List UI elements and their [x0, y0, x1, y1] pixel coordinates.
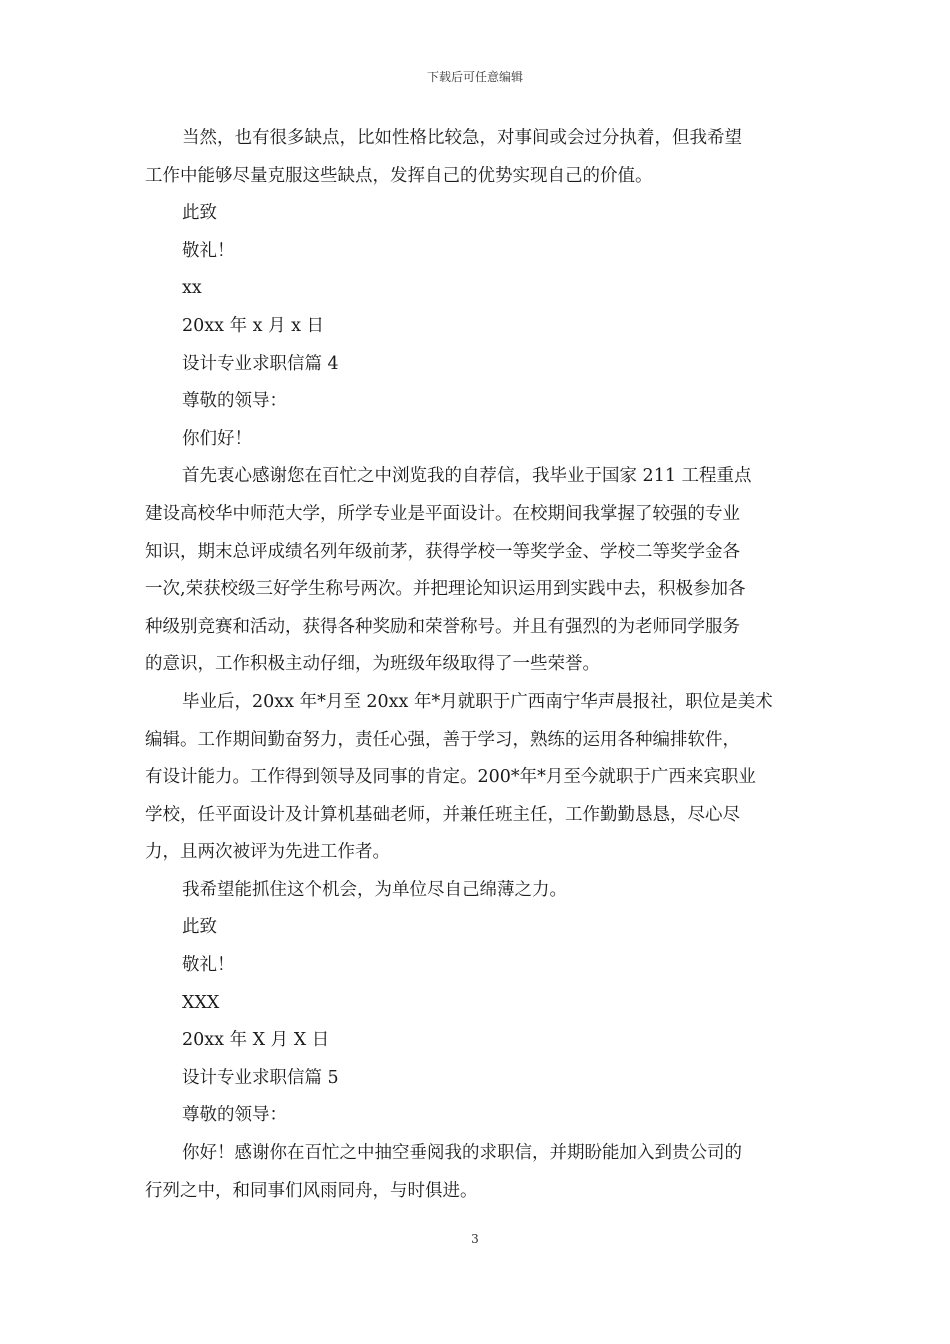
- paragraph-work-experience: 毕业后，20xx 年*月至 20xx 年*月就职于广西南宁华声晨报社，职位是美术 编辑。工作期间勤奋努力，责任心强，善于学习，熟练的运用各种编排软件， 有设计能力。工作得到领导及同事的肯定。200*年*月至今就职于广西来宾职业 学校，任平面设计及计算机基础老师，并兼任班主任，工作勤勤恳恳，尽心尽 力，且两次被评为先进工作者。: [145, 691, 773, 863]
- closing-respect-2: 敬礼！: [182, 955, 235, 976]
- closing-respect: 敬礼！: [182, 240, 235, 261]
- section-title-5: 设计专业求职信篇 5: [182, 1067, 339, 1088]
- paragraph-hope: 我希望能抓住这个机会，为单位尽自己绵薄之力。: [182, 879, 567, 900]
- paragraph-thanks: 你好！感谢你在百忙之中抽空垂阅我的求职信，并期盼能加入到贵公司的 行列之中，和同事们风雨同舟，与时俱进。: [145, 1143, 742, 1201]
- signature-name-2: XXX: [182, 992, 220, 1013]
- signature-date: 20xx 年 x 月 x 日: [182, 315, 325, 336]
- paragraph-education: 首先衷心感谢您在百忙之中浏览我的自荐信，我毕业于国家 211 工程重点 建设高校华中师范大学，所学专业是平面设计。在校期间我掌握了较强的专业 知识，期末总评成绩名列年级前茅，获得学校一等奖学金、学校二等奖学金各 一次,荣获校级三好学生称号两次。并把理论知识运用到实践中去，积极参加各 种级别竞赛和活动，获得各种奖励和荣誉称号。并且有强烈的为老师同学服务 的意识，工作积极主动仔细，为班级年级取得了一些荣誉。: [145, 466, 752, 675]
- greeting-hello: 你们好！: [182, 428, 252, 449]
- signature-name: xx: [182, 278, 202, 299]
- signature-date-2: 20xx 年 X 月 X 日: [182, 1030, 330, 1051]
- paragraph-shortcomings: 当然，也有很多缺点，比如性格比较急，对事间或会过分执着，但我希望 工作中能够尽量克服这些缺点，发挥自己的优势实现自己的价值。: [145, 128, 742, 186]
- greeting-recipient: 尊敬的领导：: [182, 391, 287, 412]
- closing-salutation-2: 此致: [182, 917, 217, 938]
- section-title-4: 设计专业求职信篇 4: [182, 353, 339, 374]
- greeting-recipient-2: 尊敬的领导：: [182, 1105, 287, 1126]
- page-header: 下载后可任意编辑: [426, 70, 523, 84]
- document-body: [145, 120, 810, 1210]
- page-number: 3: [471, 1232, 479, 1246]
- closing-salutation: 此致: [182, 203, 217, 224]
